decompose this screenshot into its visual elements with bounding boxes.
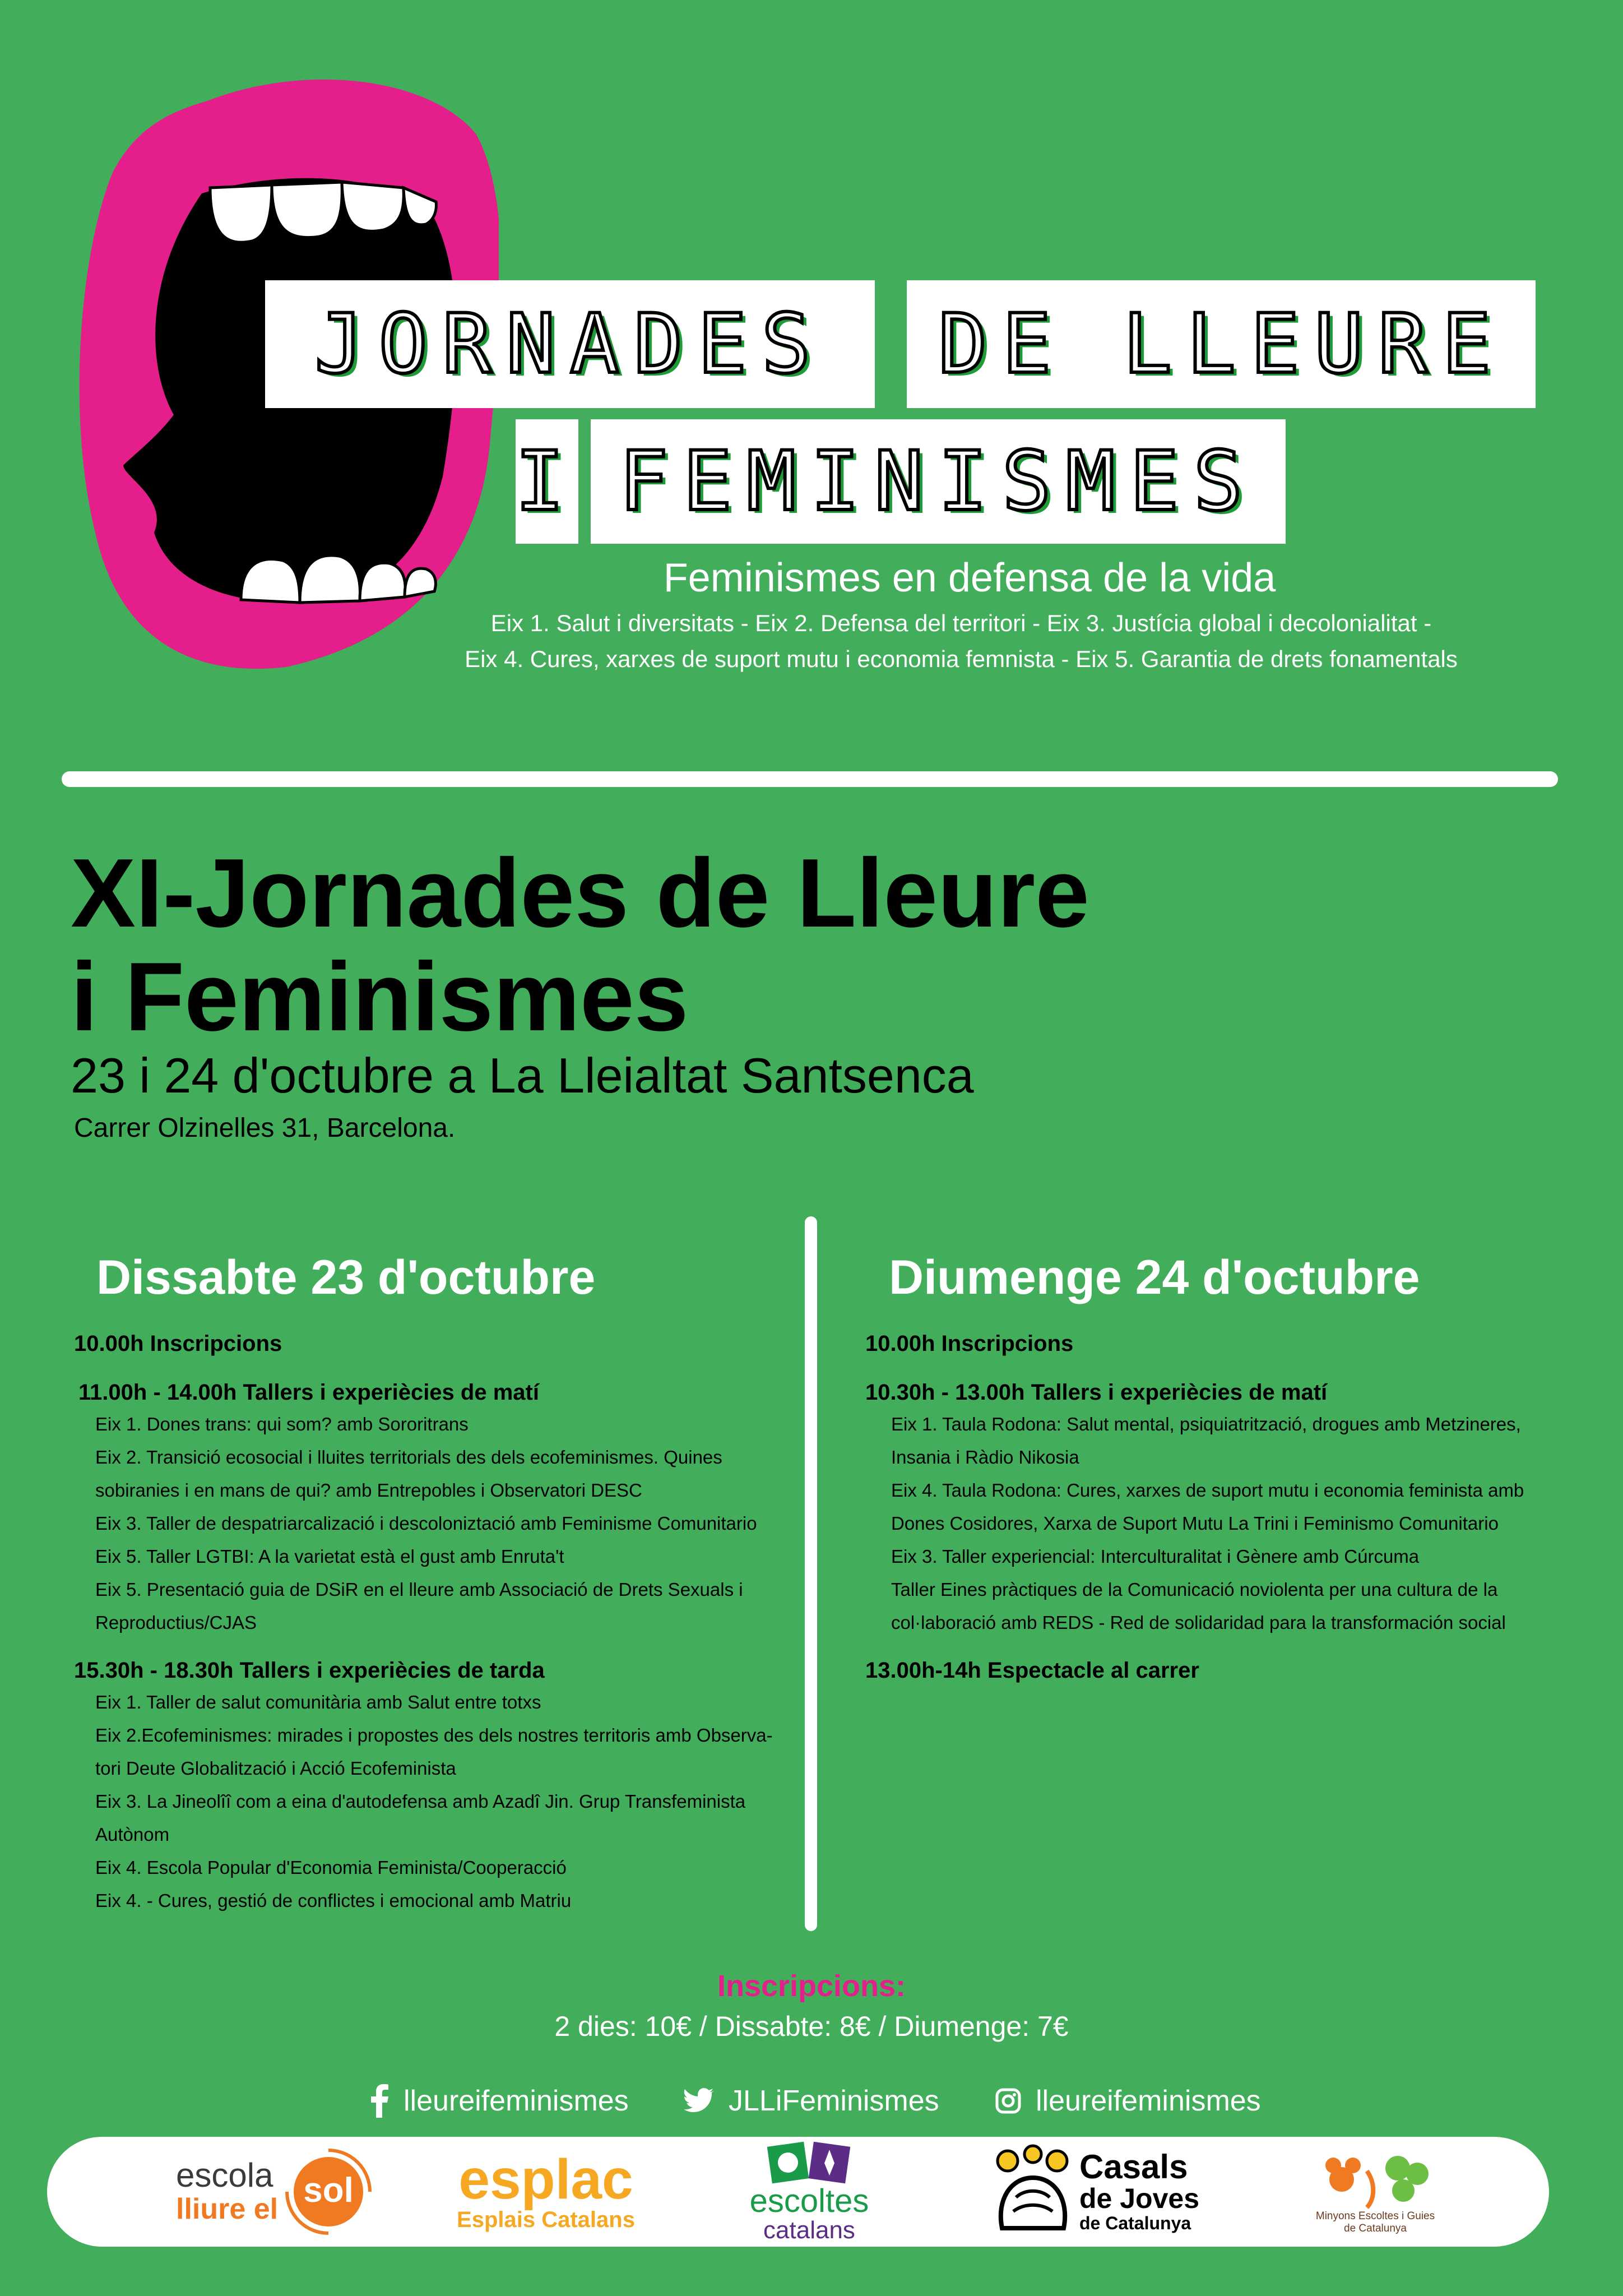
sunday-heading: Diumenge 24 d'octubre [889,1251,1420,1304]
logo-text: de Catalunya [1079,2213,1191,2233]
schedule-item: Eix 3. La Jineolîî com a eina d'autodefensa amb Azadî Jin. Grup Transfeminista [95,1791,746,1812]
poster-title-word-feminismes: FEMINISMES [591,419,1286,544]
schedule-block-title: 13.00h-14h Espectacle al carrer [865,1658,1199,1683]
instagram-link[interactable] [995,2084,1261,2118]
schedule-item: Eix 1. Taula Rodona: Salut mental, psiquiatrització, drogues amb Metzineres, [891,1414,1521,1434]
schedule-item: Reproductius/CJAS [95,1612,257,1633]
registration-prices: 2 dies: 10€ / Dissabte: 8€ / Diumenge: 7€ [554,2011,1069,2042]
schedule-block-title: 10.00h Inscripcions [865,1331,1074,1356]
schedule-item: Eix 5. Taller LGTBI: A la varietat està el gust amb Enruta't [95,1546,564,1567]
fleur-trefoil-icon [1314,2149,1437,2210]
logo-text: de Joves [1079,2183,1199,2214]
schedule-item: Eix 4. Escola Popular d'Economia Feminista/Cooperacció [95,1857,567,1878]
logo-text: escola [176,2156,273,2194]
schedule-block-title: 15.30h - 18.30h Tallers i experiècies de tarda [74,1658,545,1683]
poster-title-word-i: I [516,419,578,544]
logo-text: Esplais Catalans [457,2207,635,2232]
saturday-heading: Dissabte 23 d'octubre [96,1251,596,1304]
instagram-icon [995,2088,1021,2114]
event-address: Carrer Olzinelles 31, Barcelona. [74,1113,456,1143]
schedule-item: Eix 4. - Cures, gestió de conflictes i emocional amb Matriu [95,1890,572,1911]
sponsor-band [47,2137,1549,2247]
twitter-icon [683,2088,714,2114]
schedule-block-title: 10.30h - 13.00h Tallers i experiècies de matí [865,1380,1328,1405]
esplac-logo [428,2137,664,2247]
logo-text: Minyons Escoltes i Guies [1315,2210,1435,2222]
axes-line-1: Eix 1. Salut i diversitats - Eix 2. Defensa del territori - Eix 3. Justícia global i decolonialitat - [490,610,1432,636]
horizontal-divider [62,771,1558,787]
logo-text: escoltes [749,2183,869,2219]
sunday-schedule [865,1331,1616,1683]
schedule-item: Eix 4. Taula Rodona: Cures, xarxes de suport mutu i economia feminista amb [891,1480,1524,1501]
schedule-item: Eix 2.Ecofeminismes: mirades i propostes des dels nostres territoris amb Observa- [95,1725,773,1746]
logo-text: sol [303,2171,354,2210]
schedule-block-title: 10.00h Inscripcions [74,1331,282,1356]
schedule-item: col·laboració amb REDS - Red de solidaridad para la transformación social [891,1612,1506,1633]
logo-text: catalans [763,2216,855,2244]
schedule-item: Insania i Ràdio Nikosia [891,1447,1079,1468]
schedule-item: Eix 2. Transició ecosocial i lluites territorials des dels ecofeminismes. Quines [95,1447,722,1468]
logo-text: de Catalunya [1344,2223,1407,2234]
schedule-item: tori Deute Globalització i Acció Ecofeminista [95,1758,456,1779]
registration-title: Inscripcions: [717,1969,906,2003]
saturday-schedule [74,1331,825,1917]
poster-subtitle: Feminismes en defensa de la vida [663,556,1276,600]
schedule-item: Taller Eines pràctiques de la Comunicació noviolenta per una cultura de la [891,1579,1498,1600]
schedule-item: Eix 5. Presentació guia de DSiR en el lleure amb Associació de Drets Sexuals i [95,1579,743,1600]
minyons-escoltes-logo [1291,2137,1459,2247]
escoltes-catalans-logo [720,2137,899,2247]
logo-text: esplac [458,2147,633,2211]
instagram-handle: lleureifeminismes [1036,2085,1261,2117]
facebook-icon [370,2084,389,2118]
schedule-item: Eix 1. Dones trans: qui som? amb Sororitrans [95,1414,469,1434]
twitter-handle: JLLiFeminismes [729,2085,939,2117]
facebook-handle: lleureifeminismes [404,2085,629,2117]
logo-text: Casals [1079,2148,1188,2186]
twitter-link[interactable] [683,2084,939,2118]
casals-de-joves-logo [972,2137,1218,2247]
schedule-item: Autònom [95,1824,170,1845]
schedule-item: Dones Cosidores, Xarxa de Suport Mutu La Trini i Feminismo Comunitario [891,1513,1499,1534]
schedule-item: Eix 1. Taller de salut comunitària amb Salut entre totxs [95,1692,541,1712]
event-dates-venue: 23 i 24 d'octubre a La Lleialtat Santsenca [71,1048,974,1103]
monster-icon [991,2144,1075,2239]
scout-emblem-icon [767,2141,851,2184]
axes-line-2: Eix 4. Cures, xarxes de suport mutu i economia femnista - Eix 5. Garantia de drets fonamentals [465,646,1458,672]
event-title-line-2: i Feminismes [71,942,689,1051]
poster-title-word-de: DE [907,280,1097,408]
facebook-link[interactable] [370,2084,629,2118]
schedule-item: Eix 3. Taller de despatriarcalizació i descoloniztació amb Feminisme Comunitario [95,1513,757,1534]
escola-lliure-el-sol-logo [176,2137,395,2247]
poster-title-word-lleure: LLEURE [1093,280,1536,408]
event-title-line-1: XI-Jornades de Lleure [71,838,1089,947]
logo-text: lliure el [176,2193,279,2225]
schedule-block-title: 11.00h - 14.00h Tallers i experiècies de matí [78,1380,539,1405]
poster-title-word-jornades: JORNADES [265,280,875,408]
schedule-item: Eix 3. Taller experiencial: Interculturalitat i Gènere amb Cúrcuma [891,1546,1420,1567]
schedule-item: sobiranies i en mans de qui? amb Entrepobles i Observatori DESC [95,1480,642,1501]
